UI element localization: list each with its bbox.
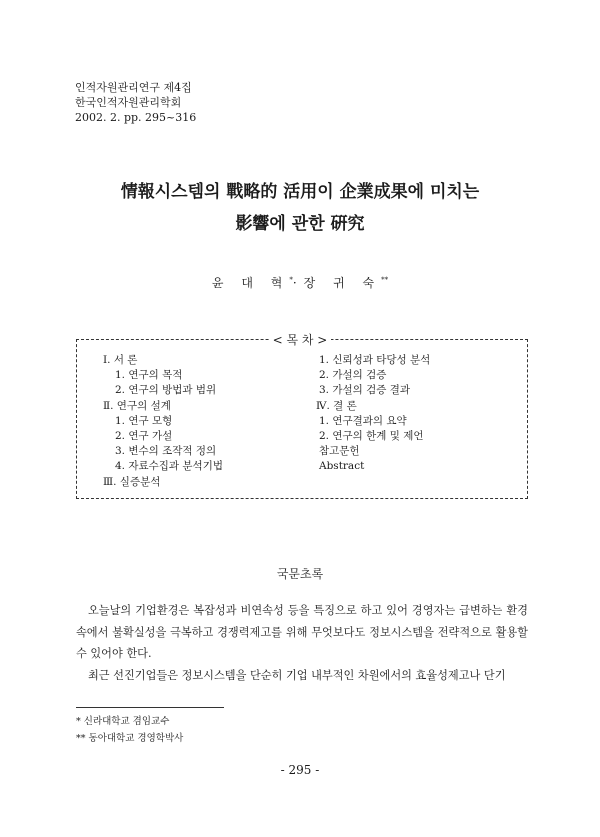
toc-right-column (316, 353, 430, 475)
footnote-2: ** 동아대학교 경영학박사 (76, 733, 184, 744)
toc-entry: 2. 연구의 한계 및 제언 (319, 430, 424, 443)
toc-entry: Ⅲ. 실증분석 (103, 475, 161, 488)
author-2: 장 귀 숙 (303, 276, 382, 290)
toc-entry: 2. 연구 가설 (115, 430, 173, 443)
abstract-paragraph-1: 오늘날의 기업환경은 복잡성과 비연속성 등을 특징으로 하고 있어 경영자는 급변하는 환경 속에서 불확실성을 극복하고 경쟁력제고를 위해 무엇보다도 정보시스템을 전략적으로 활용할 수 있어야 한다. (76, 604, 528, 660)
toc-entry: 2. 가설의 검증 (319, 369, 387, 382)
toc-entry: Ⅱ. 연구의 설계 (103, 399, 171, 412)
author-2-mark: ** (381, 276, 389, 284)
toc-entry: 1. 연구결과의 요약 (319, 414, 407, 427)
toc-entry: 3. 변수의 조작적 정의 (115, 445, 217, 458)
society-name: 한국인적자원관리학회 (75, 96, 182, 109)
toc-entry: 1. 신뢰성과 타당성 분석 (319, 354, 431, 366)
toc-left-column (103, 353, 223, 490)
toc-entry: 1. 연구 모형 (115, 414, 173, 427)
toc-entry: Ⅳ. 결 론 (316, 399, 357, 412)
title-line-2: 影響에 관한 硏究 (235, 214, 365, 234)
authors (0, 274, 600, 291)
toc-entry: 3. 가설의 검증 결과 (319, 384, 411, 397)
toc-entry: 1. 연구의 목적 (115, 369, 183, 382)
paper-title (0, 176, 600, 240)
toc-title: < 목 차 > (0, 331, 600, 348)
journal-name: 인적자원관리연구 제4집 (75, 81, 192, 94)
toc-entry: 참고문헌 (319, 445, 360, 458)
toc-entry: 2. 연구의 방법과 범위 (115, 384, 217, 397)
abstract-body (76, 600, 528, 686)
toc-entry: Ⅰ. 서 론 (103, 354, 138, 366)
issue-pages: 2002. 2. pp. 295~316 (75, 111, 197, 124)
title-line-1: 情報시스템의 戰略的 活用이 企業成果에 미치는 (120, 182, 480, 202)
author-separator: · (292, 276, 304, 290)
author-1-mark: * (289, 276, 293, 284)
page-number: - 295 - (280, 763, 320, 777)
footnote-1: * 신라대학교 겸임교수 (76, 716, 170, 727)
toc-entry: 4. 자료수집과 분석기법 (115, 460, 223, 473)
abstract-paragraph-2: 최근 선진기업들은 정보시스템을 단순히 기업 내부적인 차원에서의 효율성제고나 단기 (88, 668, 506, 682)
footnote-rule (76, 707, 224, 708)
author-1: 윤 대 혁 (211, 276, 290, 290)
abstract-title: 국문초록 (276, 567, 324, 581)
toc-entry: Abstract (319, 460, 365, 473)
footnotes (76, 713, 183, 747)
journal-info (75, 80, 196, 125)
